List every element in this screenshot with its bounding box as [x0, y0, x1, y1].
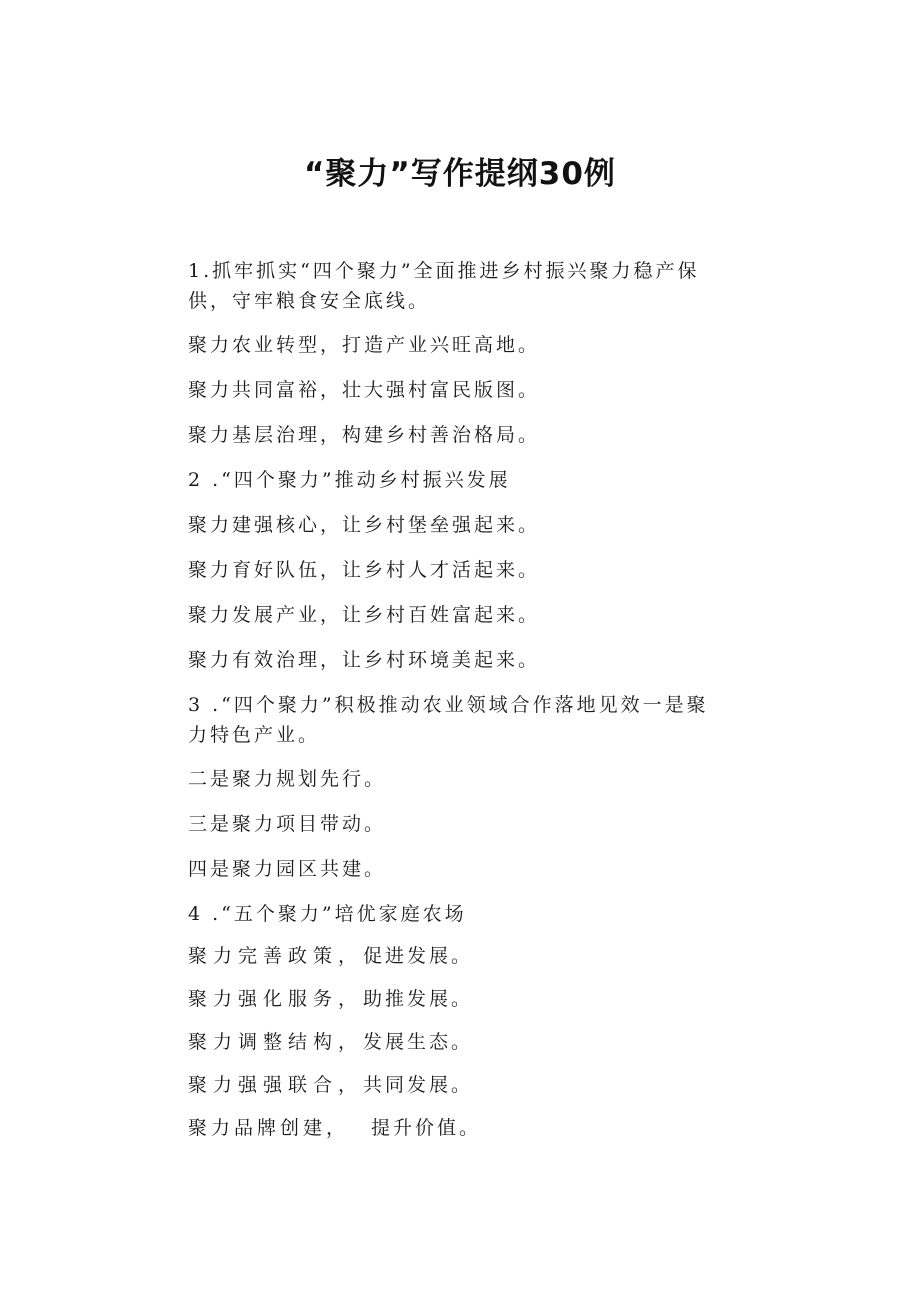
paragraph-9: 二是聚力规划先行。 — [188, 768, 387, 790]
pair-right: 助推发展。 — [363, 988, 474, 1010]
pair-line-5 — [188, 1113, 728, 1143]
paragraph-1: 1.抓牢抓实“四个聚力”全面推进乡村振兴聚力稳产保供，守牢粮食安全底线。 — [188, 260, 700, 312]
pair-line-3 — [188, 1027, 728, 1057]
pair-line-1 — [188, 941, 728, 971]
paragraph-4: 聚力基层治理，构建乡村善治格局。 — [188, 424, 541, 446]
pair-left: 聚力强强联合， — [188, 1074, 364, 1096]
paragraph-3: 聚力共同富裕，壮大强村富民版图。 — [188, 379, 541, 401]
pair-line-2 — [188, 984, 728, 1014]
paragraph-10: 三是聚力项目带动。 — [188, 813, 387, 835]
pair-line-4 — [188, 1070, 728, 1100]
pair-right: 发展生态。 — [363, 1031, 474, 1053]
paragraph-5: 聚力建强核心，让乡村堡垒强起来。 — [188, 514, 541, 536]
pair-left: 聚力品牌创建， — [188, 1117, 350, 1139]
paragraph-7: 聚力发展产业，让乡村百姓富起来。 — [188, 604, 541, 626]
heading-3: 3 .“四个聚力”积极推动农业领域合作落地见效一是聚力特色产业。 — [188, 694, 709, 746]
pair-left: 聚力调整结构， — [188, 1031, 364, 1053]
pair-left: 聚力强化服务， — [188, 988, 364, 1010]
pair-right: 提升价值。 — [371, 1117, 482, 1139]
paragraph-8: 聚力有效治理，让乡村环境美起来。 — [188, 649, 541, 671]
document-title: “聚力”写作提纲30例 — [304, 156, 616, 192]
pair-right: 促进发展。 — [363, 945, 474, 967]
heading-4: 4 .“五个聚力”培优家庭农场 — [188, 903, 467, 925]
heading-2: 2 .“四个聚力”推动乡村振兴发展 — [188, 469, 511, 491]
paragraph-11: 四是聚力园区共建。 — [188, 858, 387, 880]
pair-right: 共同发展。 — [363, 1074, 474, 1096]
pair-left: 聚力完善政策， — [188, 945, 364, 967]
paragraph-6: 聚力育好队伍，让乡村人才活起来。 — [188, 559, 541, 581]
paragraph-2: 聚力农业转型，打造产业兴旺高地。 — [188, 334, 541, 356]
